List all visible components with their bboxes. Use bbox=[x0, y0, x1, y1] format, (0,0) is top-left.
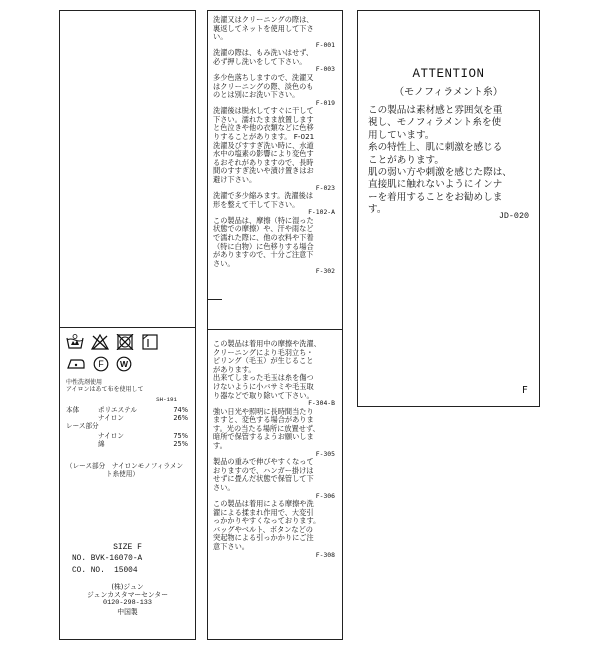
care-instructions-tag bbox=[207, 10, 343, 640]
instruction-line: 多少色落ちしますので、洗濯又 bbox=[213, 72, 314, 82]
iron-low-icon bbox=[66, 356, 86, 370]
no-bleach-icon bbox=[91, 334, 109, 350]
customer-center: ジュンカスタマーセンター bbox=[86, 591, 169, 600]
hand-wash-icon bbox=[66, 334, 84, 350]
material-row: 本体 ポリエステル 74% bbox=[66, 406, 188, 414]
instruction-line: （特に白物）に色移りする場合 bbox=[213, 241, 314, 251]
instruction-line: 暗所で保管するようお願いしま bbox=[213, 432, 314, 442]
instruction-code: F-305 bbox=[315, 449, 335, 458]
instruction-line: 水中の塩素の影響により変色す bbox=[213, 149, 314, 159]
lace-note bbox=[66, 462, 194, 478]
fold-mark bbox=[208, 299, 222, 300]
attention-letter: F bbox=[522, 385, 528, 396]
iron-note: アイロンはあて布を使用して bbox=[66, 386, 144, 393]
instructions-bottom bbox=[213, 340, 341, 559]
instruction-line: バッグやベルト、ボタンなどの bbox=[213, 524, 313, 534]
attention-line: 直接肌に触れないようにインナ bbox=[368, 179, 503, 191]
material-row: ナイロン 75% bbox=[98, 432, 188, 440]
instruction-line: 必ず押し洗いをして下さい。 bbox=[213, 56, 307, 66]
instruction-code: F-019 bbox=[315, 98, 335, 107]
instruction-line: 状態での摩擦）や、汗や雨など bbox=[213, 224, 314, 234]
dry-clean-f-icon bbox=[93, 356, 109, 372]
instruction-line: ピリング（毛玉）が生じること bbox=[213, 356, 314, 366]
instruction-line: と色泣きや他の衣類などに色移 bbox=[213, 123, 314, 133]
instruction-code: F-001 bbox=[315, 40, 335, 49]
attention-subtitle: （モノフィラメント糸） bbox=[394, 87, 503, 98]
lace-note-line: （レース部分 ナイロンモノフィラメン bbox=[66, 462, 184, 470]
attention-body bbox=[368, 105, 538, 217]
attention-line: 用しています。 bbox=[368, 129, 435, 141]
instruction-line: っかかりやすくなっております。 bbox=[213, 516, 321, 526]
instruction-line: はクリーニングの際、淡色のも bbox=[213, 81, 314, 91]
line-dry-shade-icon bbox=[141, 334, 159, 350]
attention-line: この製品は素材感と雰囲気を重 bbox=[368, 105, 503, 116]
instruction-line: この製品は着用による摩擦や洗 bbox=[213, 499, 314, 508]
instruction-line: 洗濯及びすすぎ洗い時に、水道 bbox=[213, 140, 314, 150]
fold-line bbox=[208, 329, 342, 330]
attention-line: す。 bbox=[368, 204, 387, 216]
instruction-line: 洗濯の際は、もみ洗いはせず、 bbox=[213, 48, 314, 58]
care-label-tag bbox=[59, 10, 196, 640]
instruction-code: F-304-B bbox=[308, 399, 335, 408]
size-label: SIZE F bbox=[113, 543, 142, 552]
instruction-code: F-306 bbox=[315, 491, 335, 500]
materials-table bbox=[66, 406, 188, 448]
care-symbols-row-2 bbox=[66, 356, 132, 372]
attention-line: 糸の特性上、肌に刺激を感じる bbox=[368, 142, 503, 154]
country-of-origin: 中国製 bbox=[117, 607, 138, 616]
attention-line: ことがあります。 bbox=[368, 154, 444, 166]
instruction-line: す。光の当たる場所に放置せず、 bbox=[213, 423, 320, 433]
instruction-line: のとは別にお洗い下さい。 bbox=[213, 90, 300, 100]
company-block bbox=[60, 583, 195, 616]
instruction-line: り器などで取り除いて下さい。 bbox=[213, 390, 314, 400]
company-name: (株)ジュン bbox=[111, 583, 144, 591]
fold-line bbox=[60, 327, 195, 328]
instruction-line: がありますので、十分ご注意下 bbox=[213, 250, 314, 260]
instruction-line: 間のすすぎ洗いや漬け置きはお bbox=[213, 166, 314, 176]
instruction-line: す。 bbox=[213, 441, 227, 451]
instruction-code: F-308 bbox=[315, 550, 335, 559]
attention-code: JD-020 bbox=[498, 211, 529, 221]
detergent-note: 中性洗剤使用 bbox=[66, 379, 103, 386]
no-tumble-dry-icon bbox=[116, 334, 134, 350]
instruction-line: 洗濯で多少縮みます。洗濯後は bbox=[213, 191, 314, 201]
attention-line: 肌の弱い方や刺激を感じた際は、 bbox=[368, 167, 512, 179]
product-number: NO. BVK-16070-A bbox=[72, 555, 143, 563]
instruction-line: い。 bbox=[213, 32, 228, 42]
instruction-line: りすることがあります。 F-021 bbox=[213, 132, 315, 142]
instructions-top bbox=[213, 16, 341, 276]
instruction-line: 出来てしまった毛玉は糸を傷つ bbox=[213, 373, 314, 383]
instruction-line: 裏返してネットを使用して下さ bbox=[213, 23, 314, 33]
attention-line: ーを着用することをお勧めしま bbox=[368, 191, 503, 203]
instruction-line: さい。 bbox=[213, 258, 235, 268]
company-number: CO. NO. 15004 bbox=[72, 567, 138, 575]
instruction-line: 洗濯又はクリーニングの際は、 bbox=[213, 15, 314, 24]
instruction-line: 避け下さい。 bbox=[213, 175, 257, 184]
instruction-line: この製品は、摩擦（特に湿った bbox=[213, 215, 314, 225]
instruction-line: せずに畳んだ状態で保管して下 bbox=[213, 474, 314, 484]
instruction-code: F-302 bbox=[315, 267, 335, 276]
material-row: ナイロン 26% bbox=[98, 414, 188, 422]
instruction-code: F-023 bbox=[315, 183, 335, 192]
instruction-line: があります。 bbox=[213, 364, 256, 374]
attention-line: 視し、モノフィラメント糸を使 bbox=[368, 117, 502, 129]
instruction-line: 強い日光や照明に長時間当たり bbox=[213, 406, 314, 416]
instruction-line: おりますので、ハンガー掛けは bbox=[213, 465, 314, 475]
lace-note-line: ト糸使用） bbox=[106, 470, 139, 478]
instruction-line: ますと、変色する場合がありま bbox=[213, 415, 314, 425]
svg-text:F: F bbox=[98, 359, 104, 370]
tag-code: SH-191 bbox=[156, 396, 177, 403]
instruction-line: けないように小バサミや毛玉取 bbox=[213, 381, 314, 391]
attention-title: ATTENTION bbox=[412, 67, 485, 81]
material-row: レース部分 bbox=[66, 422, 99, 430]
instruction-line: クリーニングにより毛羽立ち・ bbox=[213, 347, 314, 357]
instruction-line: 製品の重みで伸びやすくなって bbox=[213, 457, 314, 467]
svg-text:W: W bbox=[119, 359, 129, 370]
instruction-line: 洗濯後は脱水してすぐに干して bbox=[213, 106, 314, 116]
instruction-line: 突起物による引っかかりにご注 bbox=[213, 533, 314, 543]
instruction-line: 下さい。濡れたまま放置します bbox=[213, 114, 314, 124]
instruction-code: F-102-A bbox=[308, 208, 335, 217]
instruction-line: 意下さい。 bbox=[213, 541, 249, 551]
instruction-line: で濡れた際に、他の衣料や下着 bbox=[213, 232, 314, 242]
instruction-line: 形を整えて干して下さい。 bbox=[213, 199, 300, 209]
phone-number: 0120-298-133 bbox=[103, 599, 152, 608]
instruction-code: F-003 bbox=[315, 65, 335, 74]
instruction-line: るおそれがありますので、長時 bbox=[213, 157, 314, 167]
instruction-line: この製品は着用中の摩擦や洗濯、 bbox=[213, 339, 321, 348]
care-symbols-row bbox=[66, 334, 159, 350]
wet-clean-w-icon bbox=[116, 356, 132, 372]
instruction-line: 濯による揉まれ作用で、大変引 bbox=[213, 507, 314, 517]
attention-tag bbox=[357, 10, 540, 407]
instruction-line: さい。 bbox=[213, 482, 235, 492]
material-row: 綿 25% bbox=[98, 440, 188, 448]
